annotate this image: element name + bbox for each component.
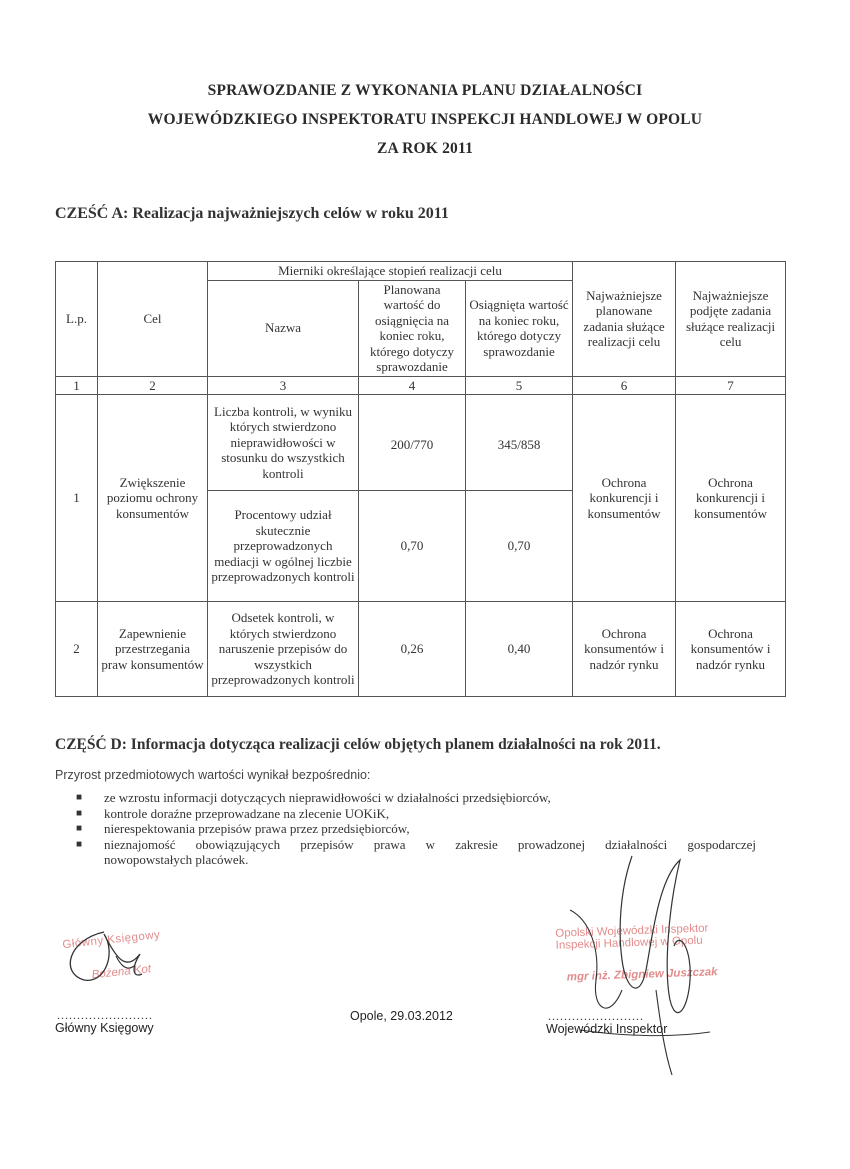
list-item-text: nieznajomość obowiązujących przepisów prawa w zakresie prowadzonej działalności gospodarczej [104, 836, 756, 852]
row-zadania-podjete: Ochrona konkurencji i konsumentów [676, 395, 786, 602]
row-lp: 1 [56, 395, 98, 602]
chief-accountant-label: Główny Księgowy [55, 1021, 154, 1035]
signature-dots-right: ........................ [548, 1009, 644, 1023]
measure-osiagnieta: 0,70 [466, 491, 573, 602]
column-number: 4 [359, 376, 466, 395]
header-planowana: Planowana wartość do osiągnięcia na koniec roku, którego dotyczy sprawozdanie [359, 280, 466, 376]
header-cel: Cel [98, 262, 208, 377]
goals-table [55, 261, 786, 697]
stamp-text: Opolski Wojewódzki Inspektor [555, 922, 709, 940]
report-title-line2: WOJEWÓDZKIEGO INSPEKTORATU INSPEKCJI HANDLOWEJ W OPOLU [147, 111, 703, 128]
report-title-line1: SPRAWOZDANIE Z WYKONANIA PLANU DZIAŁALNOŚCI [207, 82, 643, 99]
stamp-text: Inspekcji Handlowej w Opolu [555, 934, 703, 952]
row-zadania-podjete: Ochrona konsumentów i nadzór rynku [676, 602, 786, 697]
row-zadania-planowane: Ochrona konsumentów i nadzór rynku [573, 602, 676, 697]
list-item-text-continuation: nowopowstałych placówek. [104, 852, 249, 868]
column-number: 3 [208, 376, 359, 395]
measure-osiagnieta: 345/858 [466, 395, 573, 491]
row-cel: Zwiększenie poziomu ochrony konsumentów [98, 395, 208, 602]
header-zadania-podjete: Najważniejsze podjęte zadania służące realizacji celu [676, 262, 786, 377]
list-item-text: ze wzrostu informacji dotyczących nieprawidłowości w działalności przedsiębiorców, [104, 790, 551, 805]
stamp-text: Główny Księgowy [61, 928, 161, 952]
list-item-text: kontrole doraźne przeprowadzane na zlecenie UOKiK, [104, 805, 390, 821]
column-number: 6 [573, 376, 676, 395]
list-item-text: nierespektowania przepisów prawa przez przedsiębiorców, [104, 821, 410, 837]
header-nazwa: Nazwa [208, 280, 359, 376]
stamp-text: Bożena Kot [91, 963, 152, 982]
section-d-intro: Przyrost przedmiotowych wartości wynikał bezpośrednio: [55, 768, 371, 782]
stamp-text: mgr inż. Zbigniew Juszczak [566, 966, 718, 984]
section-a-title: CZEŚĆ A: Realizacja najważniejszych celów w roku 2011 [55, 205, 449, 222]
place-date: Opole, 29.03.2012 [350, 1009, 453, 1023]
bullet-icon: ■ [76, 838, 83, 850]
row-lp: 2 [56, 602, 98, 697]
section-d-title: CZĘŚĆ D: Informacja dotycząca realizacji celów objętych planem działalności na rok 2011. [55, 736, 661, 753]
list-item [76, 806, 756, 822]
column-number: 5 [466, 376, 573, 395]
column-number: 7 [676, 376, 786, 395]
list-item [76, 821, 756, 837]
column-number: 2 [98, 376, 208, 395]
report-title-line3: ZA ROK 2011 [376, 140, 474, 157]
signature-dots-left: ........................ [57, 1008, 153, 1022]
measure-planowana: 200/770 [359, 395, 466, 491]
measure-nazwa: Odsetek kontroli, w których stwierdzono naruszenie przepisów do wszystkich przeprowadzonych kontroli [208, 602, 359, 697]
measure-osiagnieta: 0,40 [466, 602, 573, 697]
header-lp: L.p. [56, 262, 98, 377]
row-zadania-planowane: Ochrona konkurencji i konsumentów [573, 395, 676, 602]
list-item [76, 790, 756, 806]
measure-nazwa: Liczba kontroli, w wyniku których stwierdzono nieprawidłowości w stosunku do wszystkich kontroli [208, 395, 359, 491]
bullet-icon: ■ [76, 807, 83, 819]
header-osiagnieta: Osiągnięta wartość na koniec roku, którego dotyczy sprawozdanie [466, 280, 573, 376]
measure-planowana: 0,26 [359, 602, 466, 697]
inspector-label: Wojewódzki Inspektor [546, 1022, 668, 1036]
inspector-signature [560, 850, 740, 1080]
column-number: 1 [56, 376, 98, 395]
measure-planowana: 0,70 [359, 491, 466, 602]
chief-accountant-signature [58, 918, 178, 998]
measure-nazwa: Procentowy udział skutecznie przeprowadzonych mediacji w ogólnej liczbie przeprowadzonych kontroli [208, 491, 359, 602]
table-row [56, 602, 786, 697]
header-zadania-planowane: Najważniejsze planowane zadania służące realizacji celu [573, 262, 676, 377]
row-cel: Zapewnienie przestrzegania praw konsumentów [98, 602, 208, 697]
table-row [56, 395, 786, 491]
bullet-icon: ■ [76, 823, 83, 835]
column-number-row [56, 376, 786, 395]
header-mierniki: Mierniki określające stopień realizacji celu [208, 262, 573, 281]
bullet-icon: ■ [76, 792, 83, 803]
